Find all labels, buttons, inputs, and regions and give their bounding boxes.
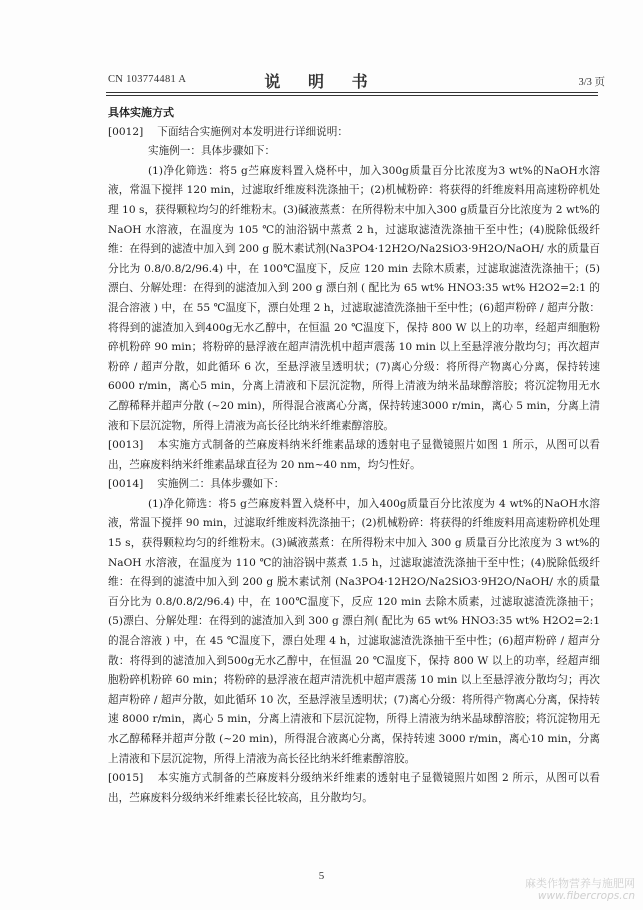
example-1-title: 实施例一：具体步骤如下： [148, 145, 276, 158]
example-2-body: (1)净化筛选：将5 g苎麻废料置入烧杯中，加入400g质量百分比浓度为 4 wt%的NaOH水溶液，常温下搅拌 90 min，过滤取纤维废料洗涤抽干；(2)机械粉碎：将获得的纤维废料用高速粉碎机处理 15 s，获得颗粒均匀的纤维粉末。(3)碱液蒸煮：在所得粉末中加入 300 g 质量百分比浓度为 3 wt%的 NaOH 水溶液，在温度为 110 ℃的油浴锅中蒸煮 1.5 h，过滤取滤渣洗涤抽干至中性；(4)脱除低级纤维：在得到的滤渣中加入到 200 g 脱木素试剂 (Na3PO4·12H2O/Na2SiO3·9H2O/NaOH/ 水的质量百分比为 0.8/0.8/2/96.4) 中，在 100℃温度下，反应 120 min 去除木质素，过滤取滤渣洗涤抽干；(5)漂白、分解处理：在得到的滤渣加入到 300 g 漂白剂( 配比为 65 wt% HNO3:35 wt% H2O2=2:1 的混合溶液 ) 中，在 45 ℃温度下，漂白处理 4 h，过滤取滤渣洗涤抽干至中性；(6)超声粉碎 / 超声分散：将得到的滤渣加入到500g无水乙醇中，在恒温 20 ℃温度下，保持 800 W 以上的功率，经超声细胞粉碎机粉碎 60 min；将粉碎的悬浮液在超声清洗机中超声震荡 10 min 以上至悬浮液分散均匀；再次超声粉碎 / 超声分散，如此循环 10 次，至悬浮液呈透明状；(7)离心分级：将所得产物离心分离，保持转速 8000 r/min，离心 5 min，分离上清液和下层沉淀物，所得上清液为纳米晶球醇溶胶；将沉淀物用无水乙醇稀释并超声分散 (~20 min)，所得混合液离心分离，保持转速 3000 r/min，离心10 min，分离上清液和下层沉淀物，所得上清液为高长径比纳米纤维素醇溶胶。 [108, 497, 600, 765]
paragraph-number: [0013] [108, 439, 144, 452]
section-title: 具体实施方式 [108, 106, 174, 119]
paragraph-0014 [108, 475, 600, 495]
document-body [108, 103, 600, 808]
paragraph-text: 实施例二：具体步骤如下： [157, 478, 285, 491]
watermark-text: 麻类作物营养与施肥网 [525, 877, 635, 890]
paragraph-text: 下面结合实施例对本发明进行详细说明： [157, 125, 348, 138]
page-number: 5 [318, 870, 325, 882]
paragraph-number: [0012] [108, 125, 144, 138]
paragraph-text: 本实施方式制备的苎麻废料纳米纤维素晶球的透射电子显微镜照片如图 1 所示，从图可以看出，苎麻废料纳米纤维素晶球直径为 20 nm~40 nm，均匀性好。 [108, 439, 600, 471]
paragraph-0013 [108, 436, 600, 475]
example-1-body: (1)净化筛选：将5 g苎麻废料置入烧杯中，加入300g质量百分比浓度为3 wt%的NaOH水溶液，常温下搅拌 120 min，过滤取纤维废料洗涤抽干；(2)机械粉碎：将获得的纤维废料用高速粉碎机处理 10 s，获得颗粒均匀的纤维粉末。(3)碱液蒸煮：在所得粉末中加入300 g质量百分比浓度为 2 wt%的 NaOH 水溶液，在温度为 105 ℃的油浴锅中蒸煮 2 h，过滤取滤渣洗涤抽干至中性；(4)脱除低级纤维：在得到的滤渣中加入到 200 g 脱木素试剂(Na3PO4·12H2O/Na2SiO3·9H2O/NaOH/ 水的质量百分比为 0.8/0.8/2/96.4) 中，在 100℃温度下，反应 120 min 去除木质素，过滤取滤渣洗涤抽干；(5)漂白、分解处理：在得到的滤渣加入到 200 g 漂白剂 ( 配比为 65 wt% HNO3:35 wt% H2O2=2:1 的混合溶液 ) 中，在 55 ℃温度下，漂白处理 2 h，过滤取滤渣洗涤抽干至中性；(6)超声粉碎 / 超声分散：将得到的滤渣加入到400g无水乙醇中，在恒温 20 ℃温度下，保持 800 W 以上的功率，经超声细胞粉碎机粉碎 90 min；将粉碎的悬浮液在超声清洗机中超声震荡 10 min 以上至悬浮液分散均匀；再次超声粉碎 / 超声分散，如此循环 6 次，至悬浮液呈透明状；(7)离心分级：将所得产物离心分离，保持转速6000 r/min，离心5 min，分离上清液和下层沉淀物，所得上清液为纳米晶球醇溶胶；将沉淀物用无水乙醇稀释并超声分散 (~20 min)，所得混合液离心分离，保持转速3000 r/min，离心 5 min，分离上清液和下层沉淀物，所得上清液为高长径比纳米纤维素醇溶胶。 [108, 164, 600, 432]
paragraph-0015 [108, 769, 600, 808]
paragraph-number: [0014] [108, 478, 144, 491]
header-rule-top [106, 92, 598, 93]
paragraph-number: [0015] [108, 772, 144, 785]
document-id: CN 103774481 A [108, 74, 187, 85]
watermark [525, 877, 635, 903]
paragraph-text: 本实施方式制备的苎麻废料分级纳米纤维素的透射电子显微镜照片如图 2 所示，从图可以看出，苎麻废料分级纳米纤维素长径比较高，且分散均匀。 [108, 772, 600, 804]
watermark-url: www.fibercrops.cn [537, 890, 635, 902]
page-indicator: 3/3 页 [578, 77, 605, 88]
paragraph-0012 [108, 123, 600, 143]
header-rule-bottom [106, 95, 598, 96]
document-title: 说 明 书 [264, 72, 379, 91]
